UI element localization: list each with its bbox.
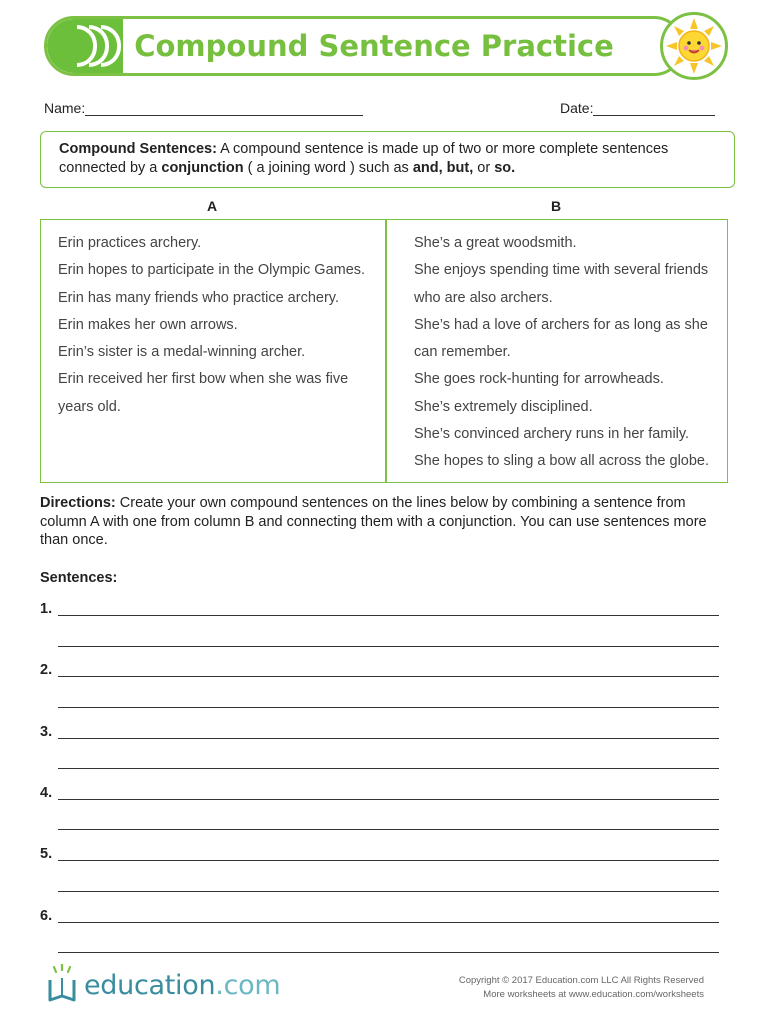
sentence-table bbox=[40, 219, 728, 483]
column-b-list bbox=[414, 230, 726, 476]
answer-line[interactable] bbox=[58, 707, 719, 708]
table-divider bbox=[385, 220, 387, 482]
copyright-line: Copyright © 2017 Education.com LLC All Rights Reserved bbox=[458, 975, 704, 986]
sentence-number: 1. bbox=[40, 601, 53, 617]
sentence-number: 2. bbox=[40, 662, 53, 678]
column-b-item: She hopes to sling a bow all across the globe. bbox=[414, 453, 710, 470]
column-b-item: She enjoys spending time with several friends who are also archers. bbox=[414, 262, 709, 306]
answer-line[interactable] bbox=[58, 646, 719, 647]
definition-text: A compound sentence is made up of two or more complete sentences connected by a bbox=[59, 141, 669, 176]
sentence-number: 6. bbox=[40, 908, 53, 924]
education-logo bbox=[44, 964, 284, 1008]
date-label: Date: bbox=[560, 100, 594, 116]
definition-examples: and, but, bbox=[412, 160, 474, 176]
definition-term: Compound Sentences: bbox=[59, 141, 217, 157]
name-label: Name: bbox=[44, 100, 86, 116]
directions-label: Directions: bbox=[40, 495, 116, 511]
copyright-text bbox=[459, 974, 704, 1001]
sentences-label: Sentences: bbox=[40, 570, 118, 586]
title-banner bbox=[44, 16, 684, 76]
page-title: Compound Sentence Practice bbox=[134, 29, 614, 63]
answer-line[interactable] bbox=[58, 738, 719, 739]
column-b-heading: B bbox=[551, 198, 562, 214]
book-icon bbox=[44, 964, 80, 1004]
answer-line[interactable] bbox=[58, 891, 719, 892]
column-a-list bbox=[58, 230, 378, 421]
column-b-item: She goes rock-hunting for arrowheads. bbox=[414, 371, 664, 388]
column-a-item: Erin hopes to participate in the Olympic Games. bbox=[58, 262, 366, 279]
date-field[interactable] bbox=[560, 100, 715, 116]
definition-box bbox=[40, 131, 735, 188]
sentence-number: 5. bbox=[40, 846, 53, 862]
column-a-heading: A bbox=[207, 198, 218, 214]
directions-body: Create your own compound sentences on the lines below by combining a sentence from column A with one from column B and connecting them with a conjunction. You can use sentences more than once. bbox=[40, 495, 707, 548]
column-a-item: Erin has many friends who practice archery. bbox=[58, 289, 339, 306]
column-b-item: She’s had a love of archers for as long as she can remember. bbox=[414, 316, 708, 361]
answer-line[interactable] bbox=[58, 829, 719, 830]
date-blank[interactable] bbox=[593, 102, 715, 116]
sentence-number: 4. bbox=[40, 785, 53, 801]
sun-icon bbox=[660, 12, 728, 80]
definition-conjunction: conjunction bbox=[161, 160, 244, 176]
answer-line[interactable] bbox=[58, 799, 719, 800]
name-blank[interactable] bbox=[85, 102, 363, 116]
answer-line[interactable] bbox=[58, 922, 719, 923]
column-a-item: Erin received her first bow when she was five years old. bbox=[58, 371, 349, 415]
column-a-item: Erin practices archery. bbox=[58, 235, 202, 251]
definition-last-example: so. bbox=[494, 160, 516, 176]
logo-suffix: .com bbox=[215, 970, 281, 1001]
more-worksheets-line: More worksheets at www.education.com/worksheets bbox=[483, 988, 704, 1000]
sentence-number: 3. bbox=[40, 724, 53, 740]
answer-line[interactable] bbox=[58, 676, 719, 677]
logo-wordmark: education bbox=[84, 970, 216, 1001]
answer-line[interactable] bbox=[58, 952, 719, 953]
column-a-item: Erin makes her own arrows. bbox=[58, 316, 238, 333]
definition-text-2: ( a joining word ) such as bbox=[243, 160, 413, 176]
banner-stripes-decoration bbox=[47, 19, 123, 73]
column-b-item: She’s convinced archery runs in her family. bbox=[414, 426, 690, 443]
definition-text-3: or bbox=[473, 160, 495, 176]
answer-line[interactable] bbox=[58, 860, 719, 861]
name-field[interactable] bbox=[44, 100, 363, 116]
answer-line[interactable] bbox=[58, 768, 719, 769]
directions-text bbox=[40, 494, 730, 550]
column-b-item: She’s extremely disciplined. bbox=[414, 398, 593, 415]
answer-line[interactable] bbox=[58, 615, 719, 616]
column-b-item: She’s a great woodsmith. bbox=[414, 235, 577, 251]
column-a-item: Erin’s sister is a medal-winning archer. bbox=[58, 344, 306, 361]
